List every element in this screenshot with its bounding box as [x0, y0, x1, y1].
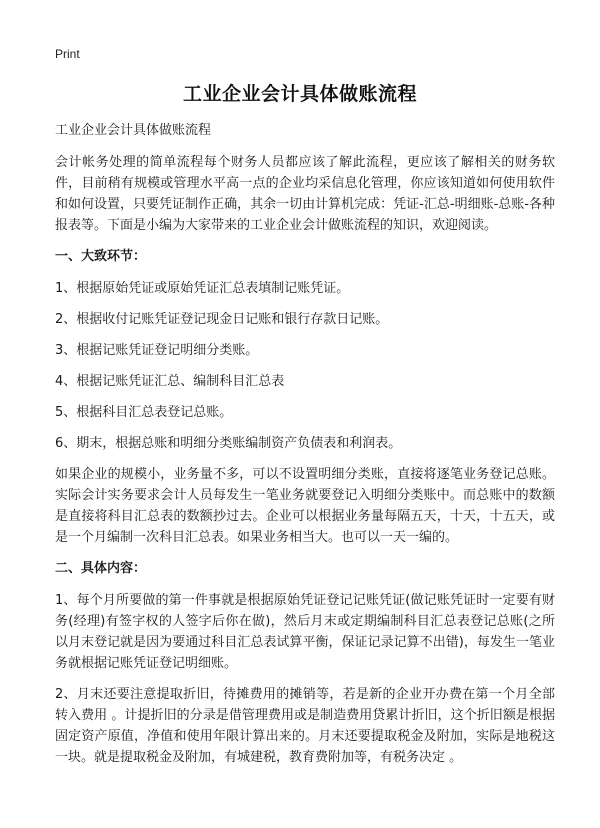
- document-subtitle: 工业企业会计具体做账流程: [55, 123, 212, 138]
- document-body: [55, 120, 555, 778]
- section-note-paragraph: 如果企业的规模小，业务量不多，可以不设置明细分类账，直接将逐笔业务登记总账。实际会计实务要求会计人员每发生一笔业务就要登记入明细分类账中。而总账中的数额是直接将科目汇总表的数额抄过去。企业可以根据业务量每隔五天，十天，十五天，或是一个月编制一次科目汇总表。如果业务相当大。也可以一天一编的。: [55, 467, 555, 545]
- list-item: 5、根据科目汇总表登记总账。: [55, 405, 233, 420]
- print-label: Print: [55, 47, 80, 61]
- intro-paragraph: 会计帐务处理的简单流程每个财务人员都应该了解此流程，更应该了解相关的财务软件，目前稍有规模或管理水平高一点的企业均采信息化管理，你应该知道如何使用软件和如何设置，只要凭证制作正确，其余一切由计算机完成：凭证-汇总-明细账-总账-各种报表等。下面是小编为大家带来的工业企业会计做账流程的知识，欢迎阅读。: [55, 155, 555, 233]
- list-item: 1、根据原始凭证或原始凭证汇总表填制记账凭证。: [55, 281, 350, 296]
- list-item: 6、期末，根据总账和明细分类账编制资产负债表和利润表。: [55, 436, 402, 451]
- document-title: 工业企业会计具体做账流程: [182, 83, 417, 105]
- list-item: 2、根据收付记账凭证登记现金日记账和银行存款日记账。: [55, 312, 389, 327]
- section-heading-overview: 一、大致环节：: [55, 249, 147, 264]
- list-item: 4、根据记账凭证汇总、编制科目汇总表: [55, 374, 285, 389]
- detail-paragraph: 2、月末还要注意提取折旧，待摊费用的摊销等，若是新的企业开办费在第一个月全部转入费用 。计提折旧的分录是借管理费用或是制造费用贷累计折旧，这个折旧额是根据固定资产原值，净值和使用年限计算出来的。月末还要提取税金及附加，实际是地税这一块。就是提取税金及附加，有城建税，教育费附加等，有税务决定 。: [55, 687, 555, 765]
- list-item: 3、根据记账凭证登记明细分类账。: [55, 343, 259, 358]
- section-heading-details: 二、具体内容：: [55, 561, 147, 576]
- detail-paragraph: 1、每个月所要做的第一件事就是根据原始凭证登记记账凭证(做记账凭证时一定要有财务(经理)有签字权的人签字后你在做)，然后月末或定期编制科目汇总表登记总账(之所以月末登记就是因为要通过科目汇总表试算平衡，保证记录记算不出错)，每发生一笔业务就根据记账凭证登记明细账。: [55, 593, 555, 671]
